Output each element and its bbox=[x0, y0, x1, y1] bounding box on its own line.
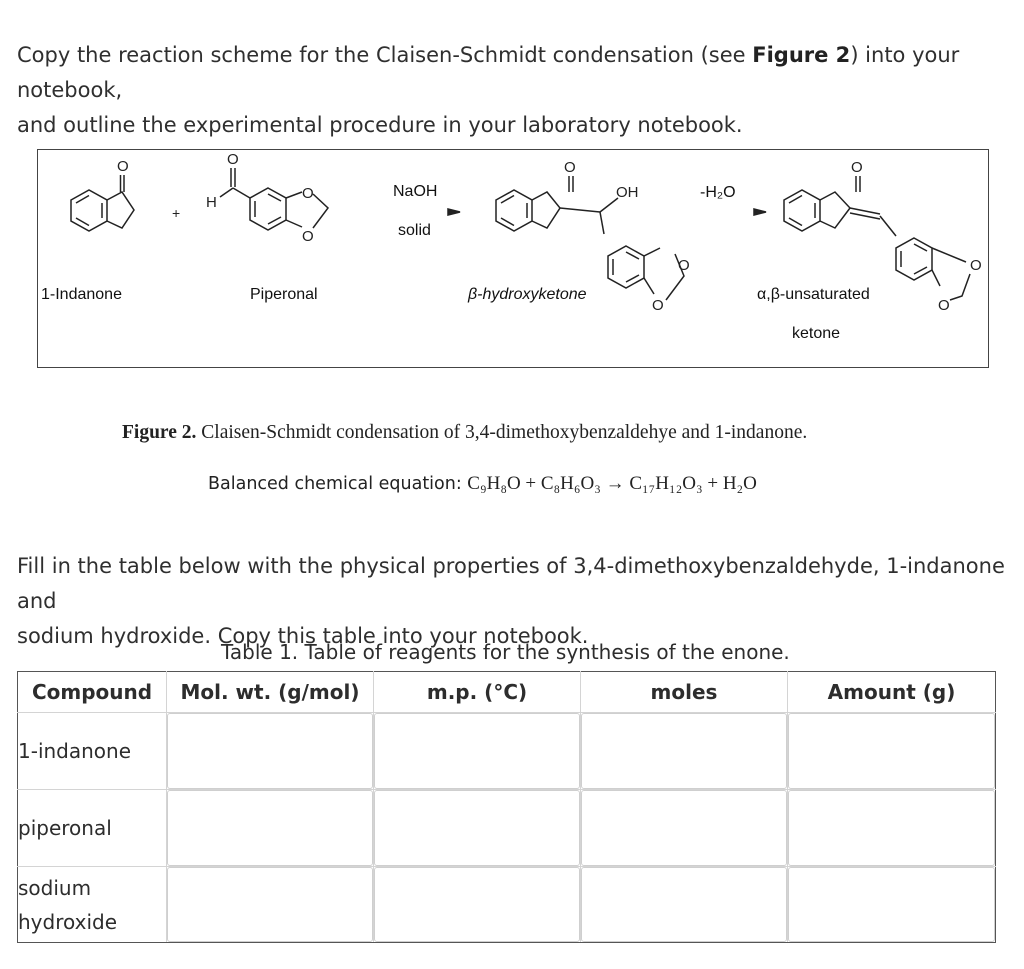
instr2-line-1: Fill in the table below with the physical properties of 3,4-dimethoxybenzaldehyde, 1-indanone and bbox=[17, 554, 1005, 613]
atom-O: O bbox=[302, 185, 314, 202]
amount-input[interactable] bbox=[788, 790, 995, 866]
label-unsaturated: α,β-unsaturated bbox=[757, 286, 870, 303]
instructions-paragraph-2 bbox=[17, 549, 1024, 654]
mp-input[interactable] bbox=[374, 790, 580, 866]
header-amount: Amount (g) bbox=[788, 672, 996, 713]
figure-caption-label: Figure 2. bbox=[122, 422, 197, 443]
plus-sign: + bbox=[172, 205, 181, 221]
label-ketone: ketone bbox=[792, 325, 841, 342]
mol-wt-input[interactable] bbox=[167, 867, 373, 942]
label-beta-hydroxyketone: β-hydroxyketone bbox=[468, 286, 587, 303]
label-piperonal: Piperonal bbox=[250, 286, 318, 303]
table-row bbox=[18, 713, 996, 790]
mol-wt-input[interactable] bbox=[167, 790, 373, 866]
compound-name: sodium hydroxide bbox=[18, 867, 167, 943]
moles-input[interactable] bbox=[581, 713, 787, 789]
compound-name: 1-indanone bbox=[18, 713, 167, 790]
header-mp: m.p. (°C) bbox=[374, 672, 581, 713]
atom-O: O bbox=[227, 151, 239, 168]
atom-O: O bbox=[678, 257, 690, 274]
piperonal-structure bbox=[206, 151, 328, 245]
equation-label: Balanced chemical equation: bbox=[208, 474, 468, 494]
atom-O: O bbox=[302, 228, 314, 245]
balanced-equation bbox=[208, 473, 757, 495]
moles-input[interactable] bbox=[581, 790, 787, 866]
table-caption: Table 1. Table of reagents for the synthesis of the enone. bbox=[221, 640, 790, 664]
reagent-dehydration: -H₂O bbox=[700, 184, 736, 201]
indanone-structure bbox=[71, 158, 134, 231]
mp-input[interactable] bbox=[374, 867, 580, 942]
instr2-line-2: sodium hydroxide. Copy this table into your notebook. bbox=[17, 624, 589, 648]
mol-wt-input[interactable] bbox=[167, 713, 373, 789]
reaction-arrow-2 bbox=[700, 184, 766, 215]
instr-text-a: Copy the reaction scheme for the Claisen-Schmidt condensation (see bbox=[17, 43, 753, 67]
atom-O: O bbox=[117, 158, 129, 175]
table-row bbox=[18, 867, 996, 943]
compound-name: piperonal bbox=[18, 790, 167, 867]
equation-formula: C₉H₈O + C₈H₆O₃ → C₁₇H₁₂O₃ + H₂O bbox=[467, 473, 757, 494]
figure-caption-text: Claisen-Schmidt condensation of 3,4-dimethoxybenzaldehye and 1-indanone. bbox=[196, 422, 808, 443]
moles-input[interactable] bbox=[581, 867, 787, 942]
header-mol-wt: Mol. wt. (g/mol) bbox=[167, 672, 374, 713]
header-compound: Compound bbox=[18, 672, 167, 713]
reaction-scheme-drawing bbox=[38, 150, 990, 369]
amount-input[interactable] bbox=[788, 713, 995, 789]
atom-H: H bbox=[206, 194, 217, 211]
atom-O: O bbox=[851, 159, 863, 176]
atom-O: O bbox=[652, 297, 664, 314]
figure-reference: Figure 2 bbox=[752, 43, 851, 67]
reagents-table bbox=[17, 671, 996, 943]
instr-text-b: ) into your notebook, bbox=[17, 43, 960, 102]
label-1-indanone: 1-Indanone bbox=[41, 286, 122, 303]
table-header-row bbox=[18, 672, 996, 713]
table-row bbox=[18, 790, 996, 867]
atom-OH: OH bbox=[616, 184, 639, 201]
instructions-paragraph-1 bbox=[17, 38, 1024, 143]
reagent-solid: solid bbox=[398, 222, 431, 239]
mp-input[interactable] bbox=[374, 713, 580, 789]
figure-caption bbox=[122, 422, 807, 444]
atom-O: O bbox=[564, 159, 576, 176]
reagent-naoh: NaOH bbox=[393, 183, 438, 200]
atom-O: O bbox=[938, 297, 950, 314]
reaction-arrow-1 bbox=[393, 183, 460, 239]
amount-input[interactable] bbox=[788, 867, 995, 942]
instr-line-2: and outline the experimental procedure in your laboratory notebook. bbox=[17, 113, 743, 137]
atom-O: O bbox=[970, 257, 982, 274]
reaction-scheme bbox=[37, 149, 989, 368]
header-moles: moles bbox=[581, 672, 788, 713]
